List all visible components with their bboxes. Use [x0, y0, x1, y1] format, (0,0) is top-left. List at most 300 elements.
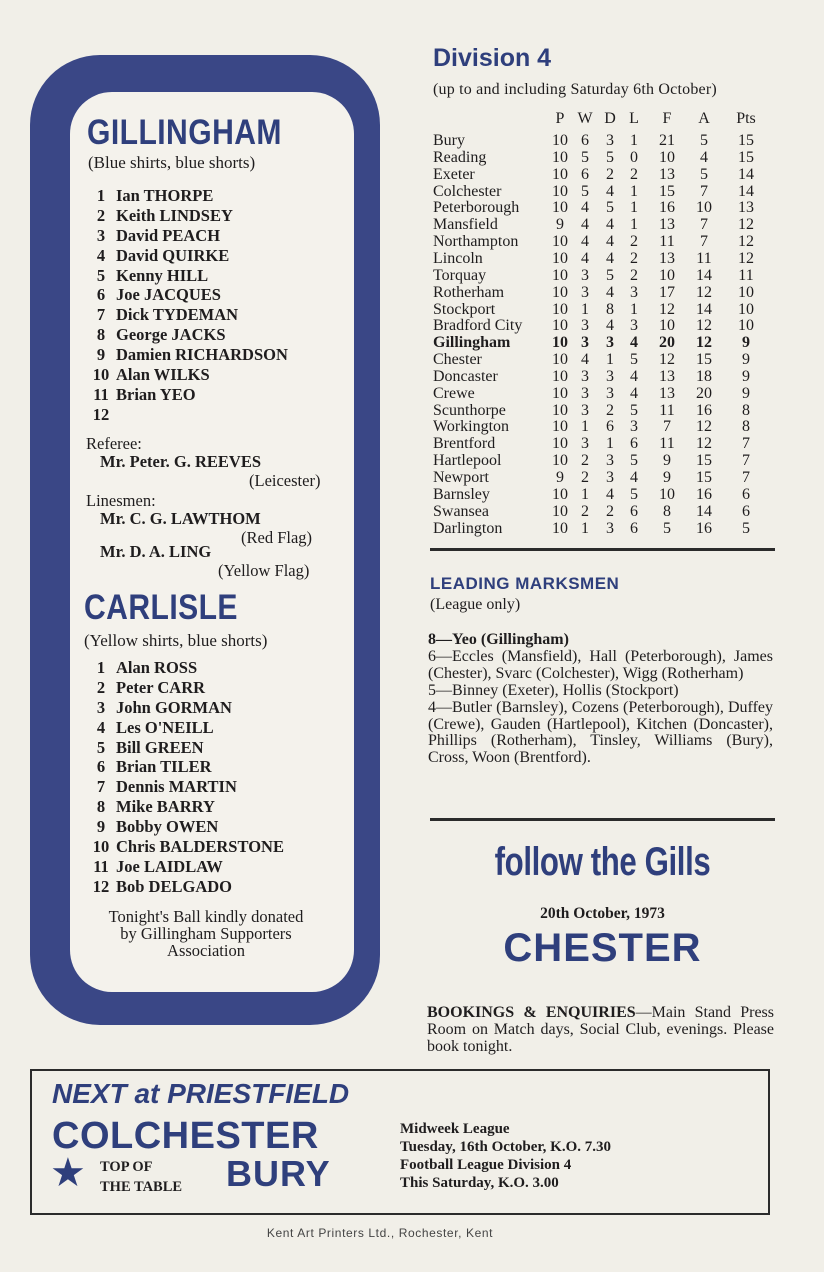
player-name: Alan WILKS [116, 364, 210, 384]
league-team: Workington [433, 418, 510, 436]
league-cell-l: 5 [630, 351, 638, 369]
player-row [86, 837, 284, 857]
divider [430, 818, 775, 821]
league-cell-f: 10 [659, 485, 675, 503]
league-cell-d: 2 [606, 165, 614, 183]
league-cell-w: 2 [581, 502, 589, 520]
league-team: Bradford City [433, 317, 523, 335]
league-cell-d: 8 [606, 300, 614, 318]
league-cell-d: 4 [606, 283, 614, 301]
league-cell-l: 1 [630, 132, 638, 149]
donation-line: Tonight's Ball kindly donated [108, 907, 304, 926]
league-cell-l: 1 [630, 216, 638, 234]
league-cell-pts: 12 [738, 216, 754, 234]
league-cell-l: 4 [630, 469, 638, 486]
league-cell-w: 4 [581, 199, 589, 217]
league-cell-w: 6 [581, 132, 589, 149]
league-cell-a: 16 [696, 519, 712, 537]
league-cell-a: 10 [696, 199, 712, 217]
player-row [86, 266, 288, 286]
player-number: 11 [93, 856, 109, 876]
league-cell-w: 1 [581, 300, 589, 318]
league-cell-pts: 12 [738, 249, 754, 267]
league-cell-a: 11 [696, 249, 712, 267]
player-number: 5 [96, 265, 106, 285]
league-cell-p: 10 [552, 148, 568, 166]
league-cell-f: 5 [663, 519, 671, 537]
league-cell-w: 3 [581, 367, 589, 385]
marksmen-list [428, 632, 773, 767]
player-name: Brian YEO [116, 384, 196, 404]
player-name: Joe JACQUES [116, 285, 221, 305]
league-cell-p: 10 [552, 233, 568, 251]
player-row [86, 345, 288, 365]
league-cell-d: 3 [606, 519, 614, 537]
league-cell-d: 3 [606, 452, 614, 470]
away-roster [86, 658, 284, 897]
league-cell-l: 5 [630, 452, 638, 470]
league-cell-l: 6 [630, 435, 638, 453]
league-cell-pts: 10 [738, 300, 754, 318]
league-cell-w: 3 [581, 435, 589, 453]
player-row [86, 718, 284, 738]
league-cell-a: 14 [696, 502, 712, 520]
marksmen-title: LEADING MARKSMEN [430, 574, 620, 593]
fixture-line: This Saturday, K.O. 3.00 [400, 1175, 559, 1191]
league-cell-f: 12 [659, 300, 675, 318]
league-cell-p: 10 [552, 418, 568, 436]
league-cell-p: 10 [552, 199, 568, 217]
player-name: Damien RICHARDSON [116, 345, 288, 365]
linesman1-name: Mr. C. G. LAWTHOM [100, 509, 261, 528]
league-cell-a: 16 [696, 485, 712, 503]
next-team-bury: BURY [226, 1153, 331, 1194]
player-number: 4 [96, 245, 106, 265]
player-number: 11 [93, 384, 109, 404]
printer-credit: Kent Art Printers Ltd., Rochester, Kent [266, 1226, 494, 1240]
league-cell-p: 10 [552, 283, 568, 301]
league-cell-p: 10 [552, 452, 568, 470]
player-name: Bill GREEN [116, 737, 204, 757]
player-row [86, 325, 288, 345]
away-team-kit: (Yellow shirts, blue shorts) [84, 631, 268, 650]
player-name: Kenny HILL [116, 265, 209, 285]
league-cell-p: 10 [552, 132, 568, 149]
marksmen-lead: 8—Yeo (Gillingham) [428, 631, 569, 648]
player-name: Les O'NEILL [116, 717, 214, 737]
player-name: Bobby OWEN [116, 817, 219, 837]
home-roster [86, 186, 288, 425]
league-cell-l: 3 [630, 317, 638, 335]
player-name: Dennis MARTIN [116, 777, 237, 797]
fixture-line: Tuesday, 16th October, K.O. 7.30 [400, 1139, 612, 1155]
player-row [86, 877, 284, 897]
league-cell-l: 2 [630, 165, 638, 183]
league-cell-l: 3 [630, 283, 638, 301]
player-row [86, 405, 288, 425]
league-cell-l: 3 [630, 418, 638, 436]
player-number: 8 [96, 797, 106, 817]
league-header-cell: D [604, 110, 616, 127]
player-number: 1 [96, 657, 106, 677]
league-header-cell: W [577, 110, 593, 127]
player-number: 4 [96, 717, 106, 737]
league-team: Swansea [433, 502, 489, 520]
league-team: Scunthorpe [433, 401, 506, 419]
league-subtitle: (up to and including Saturday 6th October) [433, 81, 717, 98]
league-team: Bury [433, 132, 465, 149]
league-cell-a: 5 [700, 165, 708, 183]
player-row [86, 817, 284, 837]
league-cell-l: 2 [630, 233, 638, 251]
league-cell-f: 10 [659, 317, 675, 335]
league-cell-p: 10 [552, 249, 568, 267]
league-cell-f: 21 [659, 132, 675, 149]
league-cell-p: 10 [552, 351, 568, 369]
linesman1-flag: (Red Flag) [241, 528, 313, 547]
league-cell-w: 4 [581, 216, 589, 234]
player-name: Joe LAIDLAW [116, 856, 223, 876]
top-of-table-label [100, 1157, 182, 1197]
bookings-text: —Main Stand Press Room on Match days, Social Club, evenings. Please book tonight. [427, 1004, 775, 1055]
league-cell-p: 10 [552, 334, 568, 352]
league-header-cell: A [698, 110, 710, 127]
league-cell-pts: 6 [742, 502, 750, 520]
player-number: 12 [92, 404, 110, 424]
player-number: 7 [96, 777, 106, 797]
league-team: Mansfield [433, 216, 498, 234]
league-cell-pts: 14 [738, 182, 754, 200]
league-cell-a: 12 [696, 283, 712, 301]
player-number: 2 [96, 677, 106, 697]
league-cell-p: 10 [552, 401, 568, 419]
league-cell-pts: 12 [738, 233, 754, 251]
league-cell-pts: 10 [738, 283, 754, 301]
league-cell-l: 2 [630, 266, 638, 284]
league-cell-pts: 7 [742, 469, 750, 486]
league-cell-p: 10 [552, 502, 568, 520]
league-team: Northampton [433, 233, 519, 251]
next-title: NEXT at PRIESTFIELD [52, 1078, 350, 1109]
follow-slogan: follow the Gills [494, 840, 711, 884]
league-cell-f: 9 [663, 469, 671, 486]
league-cell-pts: 5 [742, 519, 750, 537]
league-cell-a: 7 [700, 216, 708, 234]
league-cell-f: 12 [659, 351, 675, 369]
league-header-cell: L [629, 110, 639, 127]
league-cell-pts: 13 [738, 199, 754, 217]
league-cell-a: 7 [700, 233, 708, 251]
league-team: Exeter [433, 165, 475, 183]
league-team: Newport [433, 469, 489, 486]
linesman2-flag: (Yellow Flag) [218, 561, 310, 580]
player-number: 5 [96, 737, 106, 757]
top-of-line: TOP OF [100, 1159, 153, 1175]
league-team: Lincoln [433, 249, 483, 267]
league-cell-a: 5 [700, 132, 708, 149]
league-cell-d: 4 [606, 216, 614, 234]
referee-name: Mr. Peter. G. REEVES [100, 452, 262, 471]
league-cell-p: 10 [552, 165, 568, 183]
league-cell-l: 4 [630, 367, 638, 385]
league-cell-l: 4 [630, 384, 638, 402]
league-cell-pts: 7 [742, 435, 750, 453]
player-row [86, 186, 288, 206]
player-row [86, 226, 288, 246]
league-cell-a: 12 [696, 334, 712, 352]
league-cell-l: 2 [630, 249, 638, 267]
league-cell-d: 2 [606, 401, 614, 419]
league-cell-d: 3 [606, 367, 614, 385]
league-team: Barnsley [433, 485, 490, 503]
league-cell-a: 4 [700, 148, 708, 166]
league-team: Darlington [433, 519, 503, 537]
league-cell-a: 14 [696, 266, 712, 284]
league-cell-p: 10 [552, 367, 568, 385]
player-row [86, 385, 288, 405]
league-cell-f: 10 [659, 148, 675, 166]
bookings-note [427, 1004, 774, 1055]
league-cell-p: 10 [552, 182, 568, 200]
player-number: 1 [96, 185, 106, 205]
league-cell-w: 6 [581, 165, 589, 183]
league-cell-p: 10 [552, 317, 568, 335]
league-cell-p: 10 [552, 300, 568, 318]
player-row [86, 206, 288, 226]
league-team: Gillingham [433, 334, 511, 352]
league-cell-p: 10 [552, 266, 568, 284]
league-cell-pts: 14 [738, 165, 754, 183]
player-name: Bob DELGADO [116, 876, 232, 896]
league-cell-d: 3 [606, 132, 614, 149]
league-team: Torquay [433, 266, 487, 284]
league-header-cell: F [662, 110, 672, 127]
league-cell-a: 15 [696, 452, 712, 470]
player-row [86, 757, 284, 777]
league-team: Crewe [433, 384, 475, 402]
league-cell-l: 0 [630, 148, 638, 166]
player-row [86, 365, 288, 385]
league-cell-w: 4 [581, 249, 589, 267]
league-cell-pts: 9 [742, 334, 750, 352]
player-row [86, 678, 284, 698]
league-cell-p: 10 [552, 384, 568, 402]
player-number: 3 [96, 697, 106, 717]
league-cell-d: 2 [606, 502, 614, 520]
league-team: Reading [433, 148, 487, 166]
league-team: Hartlepool [433, 452, 502, 470]
player-name: Ian THORPE [116, 185, 214, 205]
next-opponent: CHESTER [503, 926, 702, 970]
league-team: Chester [433, 351, 482, 369]
marksmen-line: 5—Binney (Exeter), Hollis (Stockport) [428, 681, 679, 699]
league-cell-f: 11 [659, 435, 675, 453]
star-icon: ★ [50, 1150, 86, 1195]
league-cell-d: 6 [606, 418, 614, 436]
league-cell-w: 2 [581, 452, 589, 470]
player-row [86, 738, 284, 758]
player-number: 3 [96, 225, 106, 245]
league-cell-f: 13 [659, 216, 675, 234]
league-cell-l: 6 [630, 502, 638, 520]
league-cell-w: 5 [581, 182, 589, 200]
player-number: 9 [96, 817, 106, 837]
league-cell-w: 3 [581, 317, 589, 335]
player-number: 6 [96, 285, 106, 305]
league-cell-w: 3 [581, 401, 589, 419]
referee-label: Referee: [86, 434, 142, 453]
league-cell-d: 3 [606, 334, 614, 352]
donation-line: by Gillingham Supporters [120, 924, 292, 943]
linesmen-label: Linesmen: [86, 491, 156, 510]
fixture-line: Football League Division 4 [400, 1157, 572, 1173]
league-cell-l: 1 [630, 300, 638, 318]
league-cell-a: 18 [696, 367, 712, 385]
league-cell-w: 3 [581, 283, 589, 301]
player-name: Chris BALDERSTONE [116, 836, 284, 856]
league-cell-d: 4 [606, 233, 614, 251]
league-cell-f: 11 [659, 401, 675, 419]
league-header-cell: P [555, 110, 565, 127]
league-cell-d: 3 [606, 469, 614, 486]
league-cell-f: 8 [663, 502, 671, 520]
league-cell-l: 1 [630, 199, 638, 217]
marksmen-line: 4—Butler (Barnsley), Cozens (Peterborough), Duffey (Crewe), Gauden (Hartlepool), Kitchen (Doncaster), Phillips (Rotherham), Tinsley, Williams (Bury), Cross, Woon (Brentford). [428, 698, 773, 767]
marksmen-subtitle: (League only) [430, 596, 521, 613]
player-row [86, 246, 288, 266]
league-cell-f: 7 [663, 418, 671, 436]
league-cell-w: 4 [581, 351, 589, 369]
league-cell-f: 16 [659, 199, 675, 217]
away-team-name: CARLISLE [84, 588, 238, 627]
league-cell-pts: 9 [742, 384, 750, 402]
league-cell-l: 6 [630, 519, 638, 537]
league-cell-pts: 9 [742, 367, 750, 385]
league-cell-p: 9 [556, 216, 564, 234]
league-cell-p: 10 [552, 435, 568, 453]
league-team: Brentford [433, 435, 496, 453]
league-cell-a: 12 [696, 435, 712, 453]
player-number: 12 [92, 876, 110, 896]
next-match-date: 20th October, 1973 [540, 905, 665, 922]
league-cell-pts: 6 [742, 485, 750, 503]
league-cell-pts: 10 [738, 317, 754, 335]
player-number: 9 [96, 345, 106, 365]
player-name: John GORMAN [116, 697, 232, 717]
league-cell-f: 13 [659, 249, 675, 267]
league-cell-w: 3 [581, 334, 589, 352]
league-title: Division 4 [433, 44, 552, 72]
player-number: 6 [96, 757, 106, 777]
home-team-name: GILLINGHAM [87, 113, 282, 152]
league-cell-w: 1 [581, 485, 589, 503]
league-team: Peterborough [433, 199, 520, 217]
league-cell-d: 4 [606, 485, 614, 503]
player-row [86, 698, 284, 718]
league-cell-a: 14 [696, 300, 712, 318]
league-cell-a: 15 [696, 351, 712, 369]
league-cell-w: 3 [581, 266, 589, 284]
league-cell-f: 15 [659, 182, 675, 200]
league-cell-pts: 7 [742, 452, 750, 470]
league-cell-l: 4 [630, 334, 638, 352]
league-cell-w: 4 [581, 233, 589, 251]
linesman2-name: Mr. D. A. LING [100, 542, 212, 561]
league-cell-f: 10 [659, 266, 675, 284]
player-number: 10 [92, 836, 110, 856]
league-cell-pts: 15 [738, 148, 754, 166]
player-number: 2 [96, 205, 106, 225]
player-name: David PEACH [116, 225, 221, 245]
league-cell-f: 20 [659, 334, 675, 352]
league-cell-d: 3 [606, 384, 614, 402]
ball-donation-note [78, 908, 334, 959]
league-cell-d: 5 [606, 266, 614, 284]
league-cell-d: 5 [606, 199, 614, 217]
fixture-line: Midweek League [400, 1121, 510, 1137]
league-cell-p: 10 [552, 519, 568, 537]
league-cell-a: 7 [700, 182, 708, 200]
player-number: 8 [96, 325, 106, 345]
league-cell-d: 4 [606, 182, 614, 200]
league-cell-f: 11 [659, 233, 675, 251]
divider [430, 548, 775, 551]
league-cell-l: 5 [630, 485, 638, 503]
player-row [86, 857, 284, 877]
player-row [86, 797, 284, 817]
league-cell-d: 4 [606, 249, 614, 267]
league-cell-a: 15 [696, 469, 712, 486]
player-name: Dick TYDEMAN [116, 305, 239, 325]
top-of-line: THE TABLE [100, 1179, 183, 1195]
league-team: Stockport [433, 300, 496, 318]
league-header-cell: Pts [736, 110, 756, 127]
league-cell-l: 1 [630, 182, 638, 200]
player-row [86, 305, 288, 325]
league-cell-f: 9 [663, 452, 671, 470]
player-number: 10 [92, 364, 110, 384]
league-cell-pts: 8 [742, 401, 750, 419]
league-cell-pts: 11 [738, 266, 754, 284]
player-row [86, 658, 284, 678]
referee-town: (Leicester) [249, 471, 321, 490]
league-cell-a: 12 [696, 418, 712, 436]
league-cell-l: 5 [630, 401, 638, 419]
player-name: Mike BARRY [116, 797, 215, 817]
league-cell-d: 1 [606, 435, 614, 453]
league-cell-f: 17 [659, 283, 675, 301]
league-cell-w: 3 [581, 384, 589, 402]
player-name: David QUIRKE [116, 245, 230, 265]
next-team-colchester: COLCHESTER [52, 1115, 319, 1157]
league-cell-f: 13 [659, 384, 675, 402]
player-name: Keith LINDSEY [116, 205, 233, 225]
league-cell-d: 5 [606, 148, 614, 166]
league-cell-pts: 9 [742, 351, 750, 369]
league-cell-a: 16 [696, 401, 712, 419]
league-cell-f: 13 [659, 367, 675, 385]
league-cell-d: 1 [606, 351, 614, 369]
player-number: 7 [96, 305, 106, 325]
home-team-kit: (Blue shirts, blue shorts) [88, 153, 256, 172]
player-name: Peter CARR [116, 677, 206, 697]
league-cell-a: 12 [696, 317, 712, 335]
league-cell-p: 9 [556, 469, 564, 486]
player-name: George JACKS [116, 325, 226, 345]
league-cell-p: 10 [552, 485, 568, 503]
league-cell-w: 1 [581, 418, 589, 436]
league-team: Doncaster [433, 367, 498, 385]
